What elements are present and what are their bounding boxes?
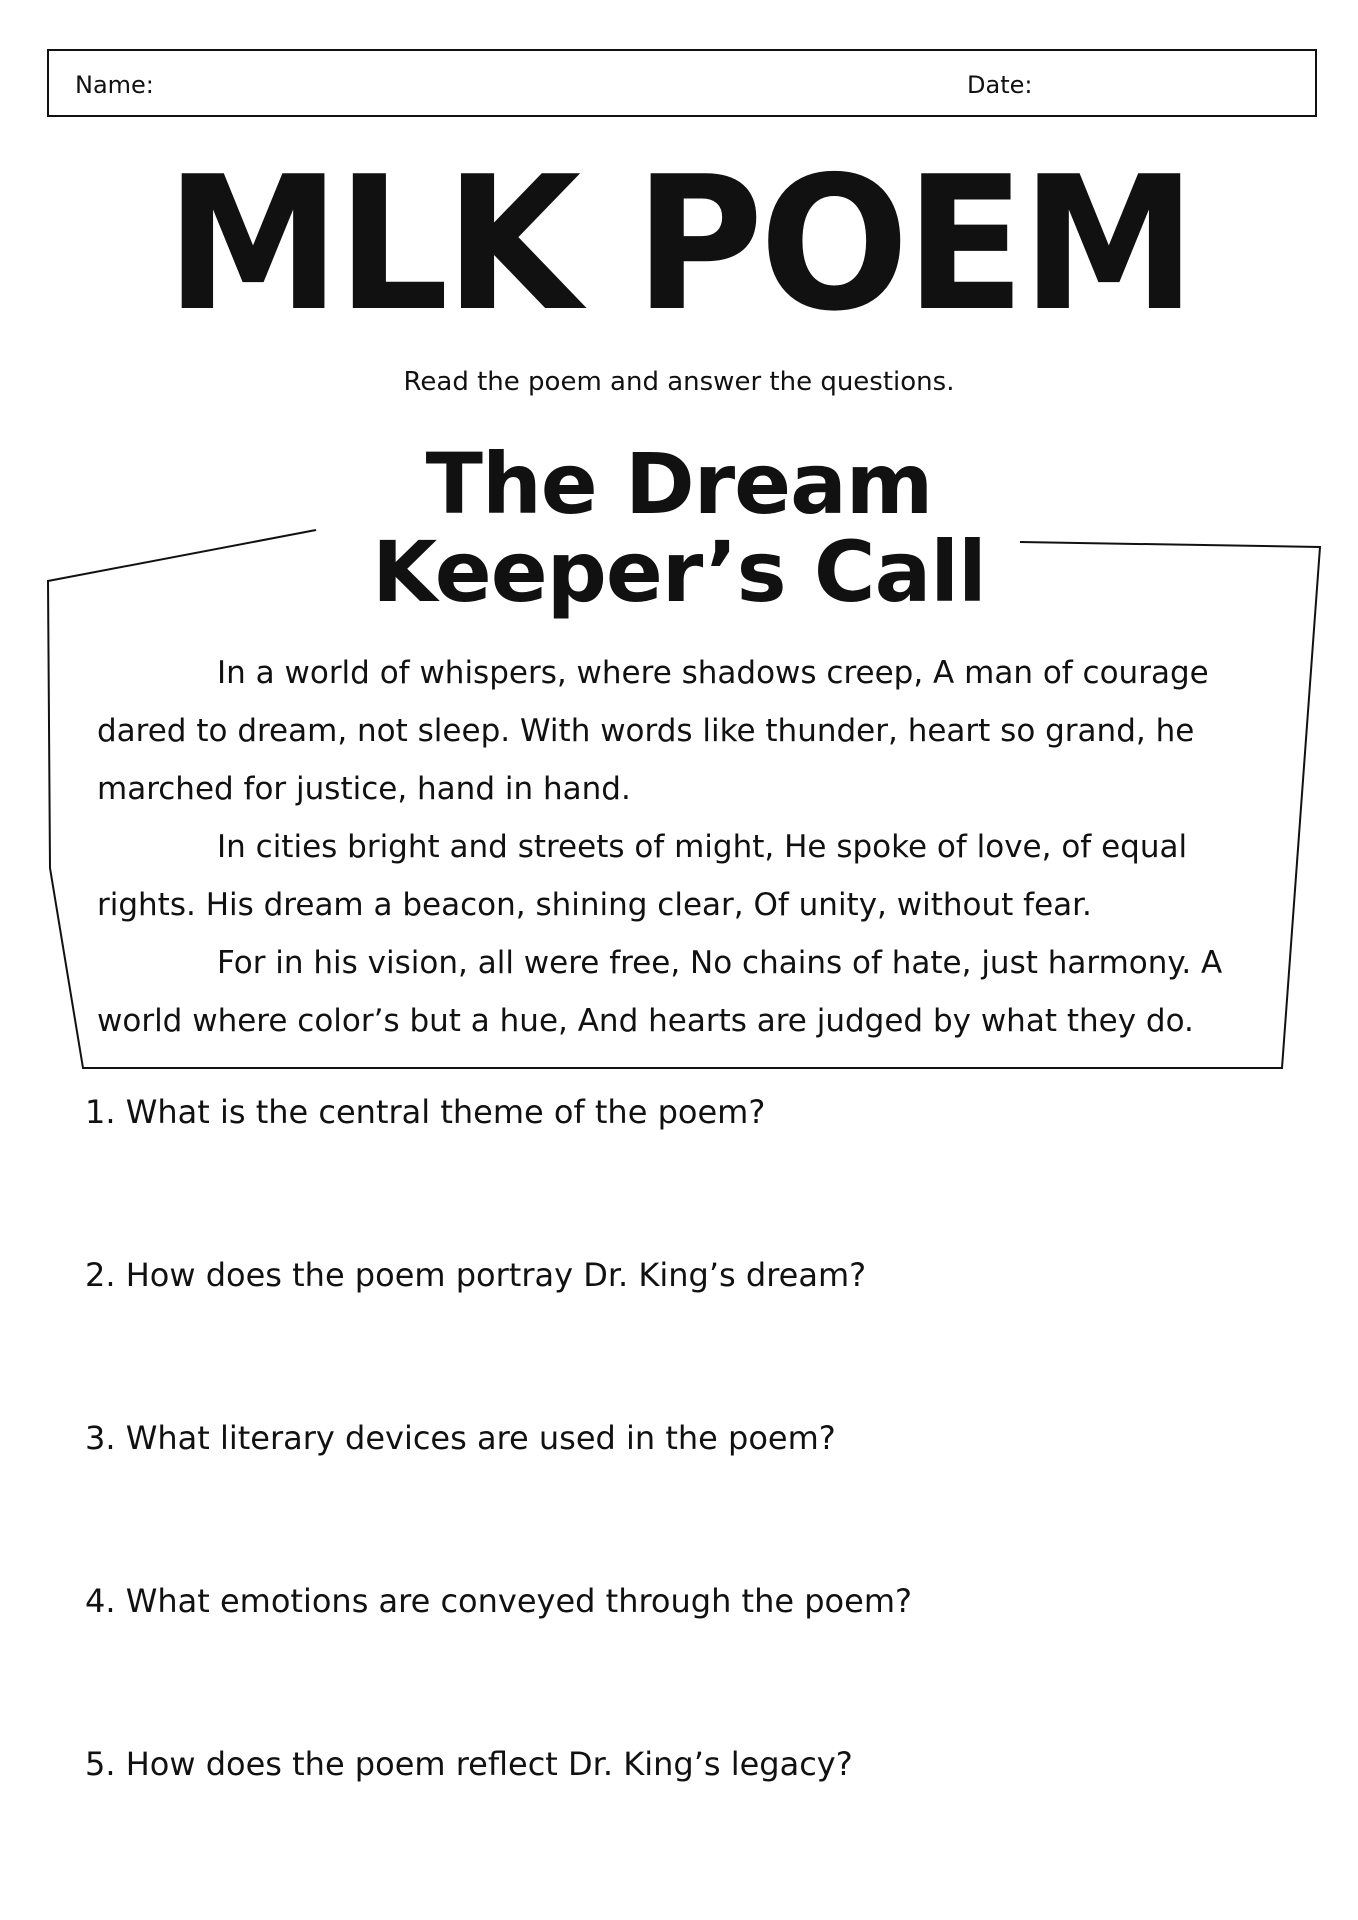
question-5: 5. How does the poem reflect Dr. King’s legacy? xyxy=(85,1745,853,1783)
poem-title-line-2: Keeper’s Call xyxy=(372,523,986,621)
name-label: Name: xyxy=(75,71,154,99)
poem-body xyxy=(97,644,1277,1050)
poem-stanza: For in his vision, all were free, No chains of hate, just harmony. A world where color’s but a hue, And hearts are judged by what they do. xyxy=(97,945,1223,1039)
name-date-box xyxy=(47,49,1317,117)
instructions-text: Read the poem and answer the questions. xyxy=(403,367,955,397)
date-label: Date: xyxy=(967,71,1033,99)
poem-stanza: In a world of whispers, where shadows creep, A man of courage dared to dream, not sleep. With words like thunder, heart so grand, he marched for justice, hand in hand. xyxy=(97,655,1209,807)
questions-list xyxy=(85,1092,1285,1907)
question-2: 2. How does the poem portray Dr. King’s dream? xyxy=(85,1256,867,1294)
poem-stanza: In cities bright and streets of might, He spoke of love, of equal rights. His dream a beacon, shining clear, Of unity, without fear. xyxy=(97,829,1188,923)
question-4: 4. What emotions are conveyed through the poem? xyxy=(85,1582,912,1620)
page-title: MLK POEM xyxy=(165,136,1193,353)
question-1: 1. What is the central theme of the poem? xyxy=(85,1093,766,1131)
question-3: 3. What literary devices are used in the poem? xyxy=(85,1419,836,1457)
poem-title-line-1: The Dream xyxy=(425,435,933,533)
poem-title xyxy=(0,435,1358,621)
